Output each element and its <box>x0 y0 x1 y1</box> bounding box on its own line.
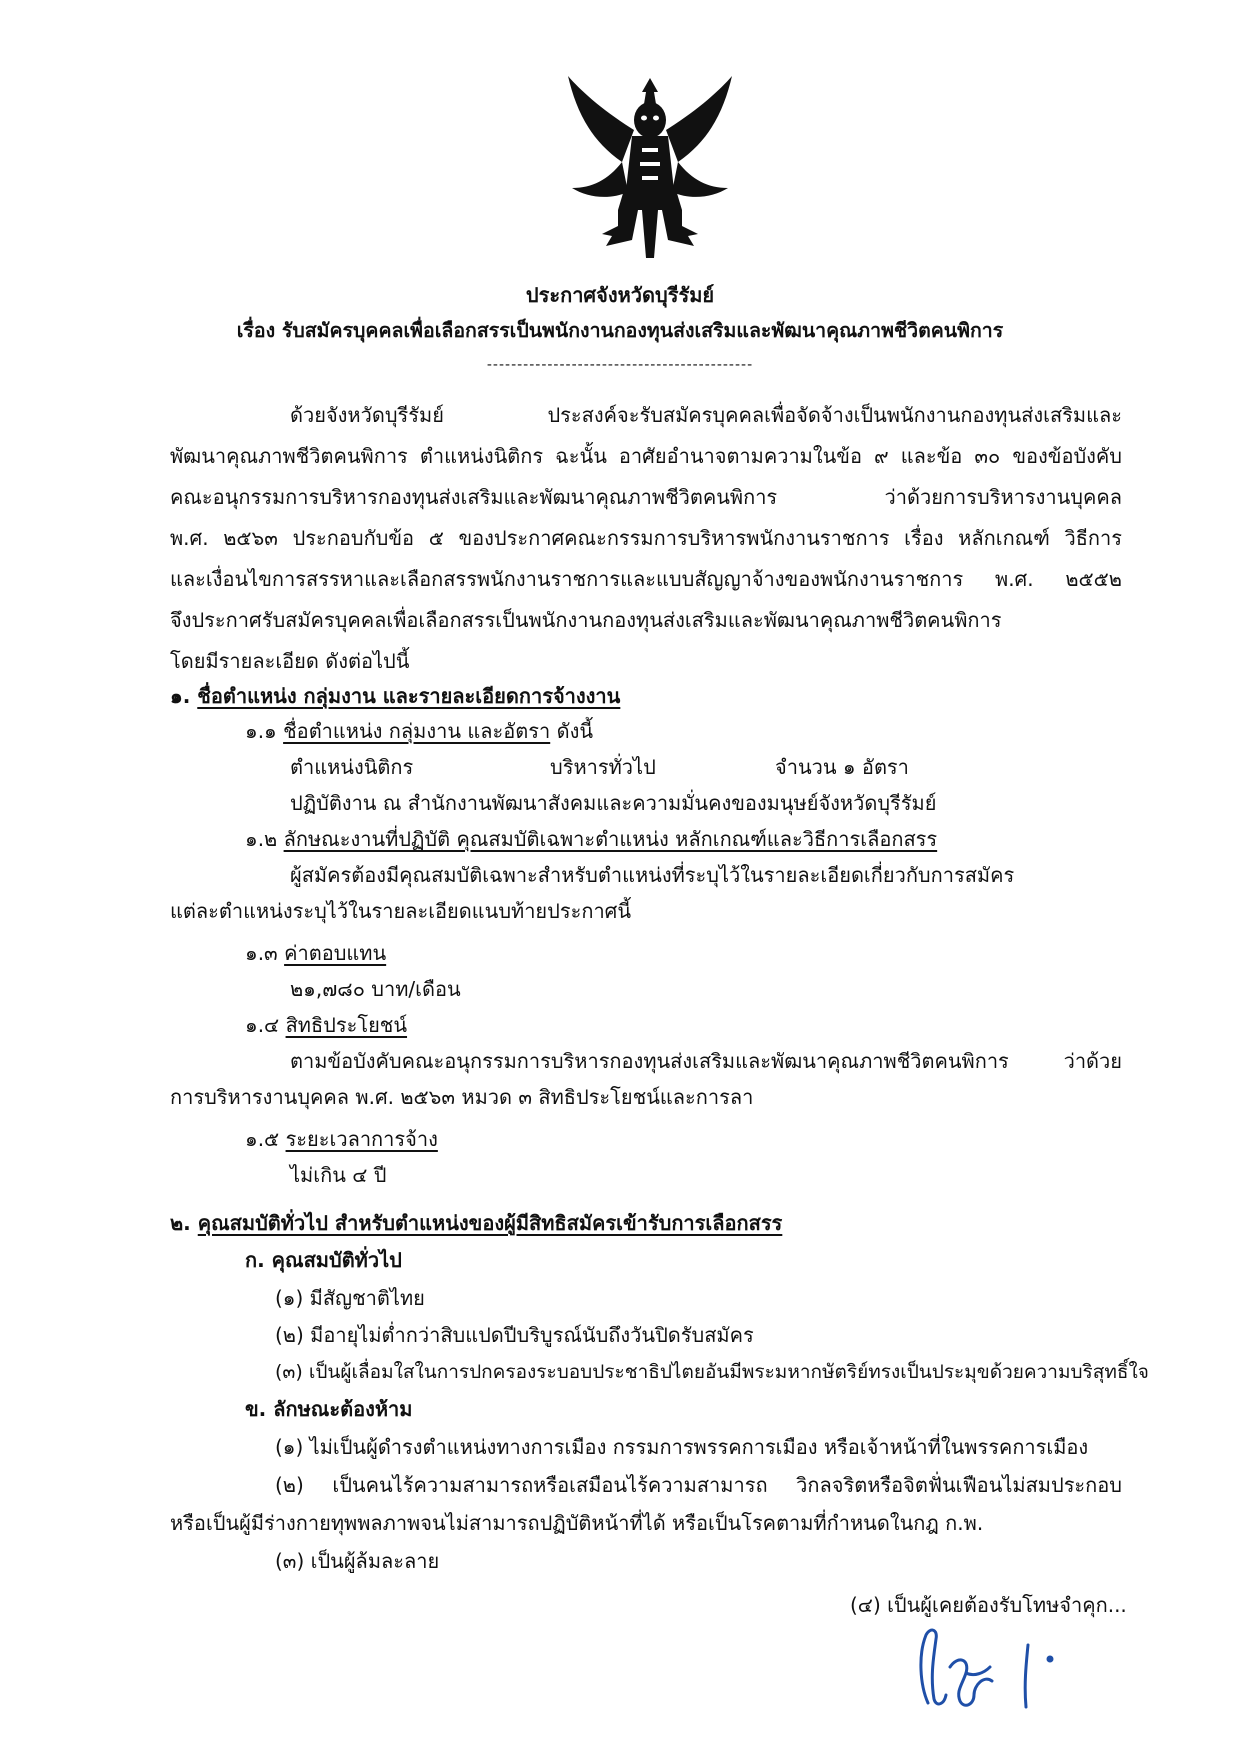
workplace: ปฏิบัติงาน ณ สำนักงานพัฒนาสังคมและความมั่นคงของมนุษย์จังหวัดบุรีรัมย์ <box>290 791 937 815</box>
subsection-1-1 <box>245 716 593 746</box>
intro-line-5: และเงื่อนไขการสรรหาและเลือกสรรพนักงานราชการและแบบสัญญาจ้างของพนักงานราชการ พ.ศ. ๒๕๕๒ <box>170 567 1122 591</box>
intro-line-2: พัฒนาคุณภาพชีวิตคนพิการ ตำแหน่งนิติกร ฉะนั้น อาศัยอำนาจตามความในข้อ ๙ และข้อ ๓๐ ของข้อบังคับ <box>170 444 1122 468</box>
section-2-title: คุณสมบัติทั่วไป สำหรับตำแหน่งของผู้มีสิทธิสมัครเข้ารับการเลือกสรร <box>197 1211 783 1235</box>
prohibition-2-line-2: หรือเป็นผู้มีร่างกายทุพพลภาพจนไม่สามารถปฏิบัติหน้าที่ได้ หรือเป็นโรคตามที่กำหนดในกฎ ก.พ. <box>170 1511 984 1535</box>
intro-line-3: คณะอนุกรรมการบริหารกองทุนส่งเสริมและพัฒนาคุณภาพชีวิตคนพิการ ว่าด้วยการบริหารงานบุคคล <box>170 485 1122 509</box>
subsection-1-4 <box>245 1010 407 1040</box>
qualification-1: (๑) มีสัญชาติไทย <box>275 1286 425 1310</box>
garuda-emblem-icon <box>562 70 738 266</box>
position-name: ตำแหน่งนิติกร <box>290 755 414 779</box>
qualification-3: (๓) เป็นผู้เลื่อมใสในการปกครองระบอบประชาธิปไตยอันมีพระมหากษัตริย์ทรงเป็นประมุขด้วยความบริสุทธิ์ใจ <box>275 1361 1149 1383</box>
handwritten-initials-icon <box>900 1615 1070 1715</box>
subsection-1-3-number: ๑.๓ <box>245 941 278 965</box>
qualification-2: (๒) มีอายุไม่ต่ำกว่าสิบแปดปีบริบูรณ์นับถึงวันปิดรับสมัคร <box>275 1323 754 1347</box>
page-title: ประกาศจังหวัดบุรีรัมย์ <box>525 283 715 307</box>
intro-line-7: โดยมีรายละเอียด ดังต่อไปนี้ <box>170 649 410 673</box>
subsection-1-5-number: ๑.๕ <box>245 1127 280 1151</box>
intro-line-1: ด้วยจังหวัดบุรีรัมย์ ประสงค์จะรับสมัครบุคคลเพื่อจัดจ้างเป็นพนักงานกองทุนส่งเสริมและ <box>290 403 1122 427</box>
prohibition-3: (๓) เป็นผู้ล้มละลาย <box>275 1549 440 1573</box>
subsection-1-2-line-2: แต่ละตำแหน่งระบุไว้ในรายละเอียดแนบท้ายประกาศนี้ <box>170 899 632 923</box>
subsection-1-1-title: ชื่อตำแหน่ง กลุ่มงาน และอัตรา <box>283 719 551 743</box>
subsection-1-3-title: ค่าตอบแทน <box>284 941 387 965</box>
subsection-1-4-number: ๑.๔ <box>245 1013 280 1037</box>
position-quota: จำนวน ๑ อัตรา <box>775 755 909 779</box>
subsection-1-1-suffix: ดังนี้ <box>556 719 594 743</box>
continuation-text: (๔) เป็นผู้เคยต้องรับโทษจำคุก... <box>850 1593 1127 1617</box>
employment-period: ไม่เกิน ๔ ปี <box>290 1163 387 1187</box>
title-divider: -------------------------------------------- <box>486 357 754 373</box>
section-1-number: ๑. <box>170 684 191 708</box>
subject-line: เรื่อง รับสมัครบุคคลเพื่อเลือกสรรเป็นพนักงานกองทุนส่งเสริมและพัฒนาคุณภาพชีวิตคนพิการ <box>236 319 1004 342</box>
subsection-1-2 <box>245 824 937 854</box>
prohibition-2-line-1: (๒) เป็นคนไร้ความสามารถหรือเสมือนไร้ความสามารถ วิกลจริตหรือจิตฟั่นเฟือนไม่สมประกอบ <box>275 1473 1122 1497</box>
section-1-title: ชื่อตำแหน่ง กลุ่มงาน และรายละเอียดการจ้างงาน <box>197 684 621 708</box>
prohibitions-heading: ข. ลักษณะต้องห้าม <box>245 1397 413 1421</box>
compensation-value: ๒๑,๗๘๐ บาท/เดือน <box>290 977 461 1001</box>
general-qualifications-heading: ก. คุณสมบัติทั่วไป <box>245 1248 402 1272</box>
subsection-1-5 <box>245 1124 438 1154</box>
intro-line-4: พ.ศ. ๒๕๖๓ ประกอบกับข้อ ๕ ของประกาศคณะกรรมการบริหารพนักงานราชการ เรื่อง หลักเกณฑ์ วิธีการ <box>170 526 1123 550</box>
position-group: บริหารทั่วไป <box>550 755 656 779</box>
subsection-1-2-line-1: ผู้สมัครต้องมีคุณสมบัติเฉพาะสำหรับตำแหน่งที่ระบุไว้ในรายละเอียดเกี่ยวกับการสมัคร <box>290 863 1015 887</box>
intro-line-6: จึงประกาศรับสมัครบุคคลเพื่อเลือกสรรเป็นพนักงานกองทุนส่งเสริมและพัฒนาคุณภาพชีวิตคนพิการ <box>170 608 1002 632</box>
subsection-1-2-title: ลักษณะงานที่ปฏิบัติ คุณสมบัติเฉพาะตำแหน่ง หลักเกณฑ์และวิธีการเลือกสรร <box>283 827 938 851</box>
section-2-number: ๒. <box>170 1211 191 1235</box>
section-2-heading <box>170 1208 782 1238</box>
subsection-1-2-number: ๑.๒ <box>245 827 278 851</box>
prohibition-1: (๑) ไม่เป็นผู้ดำรงตำแหน่งทางการเมือง กรรมการพรรคการเมือง หรือเจ้าหน้าที่ในพรรคการเมือง <box>275 1435 1089 1459</box>
subsection-1-3 <box>245 938 386 968</box>
subsection-1-1-number: ๑.๑ <box>245 719 277 743</box>
subsection-1-4-line-1: ตามข้อบังคับคณะอนุกรรมการบริหารกองทุนส่งเสริมและพัฒนาคุณภาพชีวิตคนพิการ ว่าด้วย <box>290 1049 1122 1073</box>
subsection-1-4-title: สิทธิประโยชน์ <box>285 1013 408 1037</box>
section-1-heading <box>170 681 620 711</box>
subsection-1-4-line-2: การบริหารงานบุคคล พ.ศ. ๒๕๖๓ หมวด ๓ สิทธิประโยชน์และการลา <box>170 1085 754 1109</box>
subsection-1-5-title: ระยะเวลาการจ้าง <box>285 1127 438 1151</box>
